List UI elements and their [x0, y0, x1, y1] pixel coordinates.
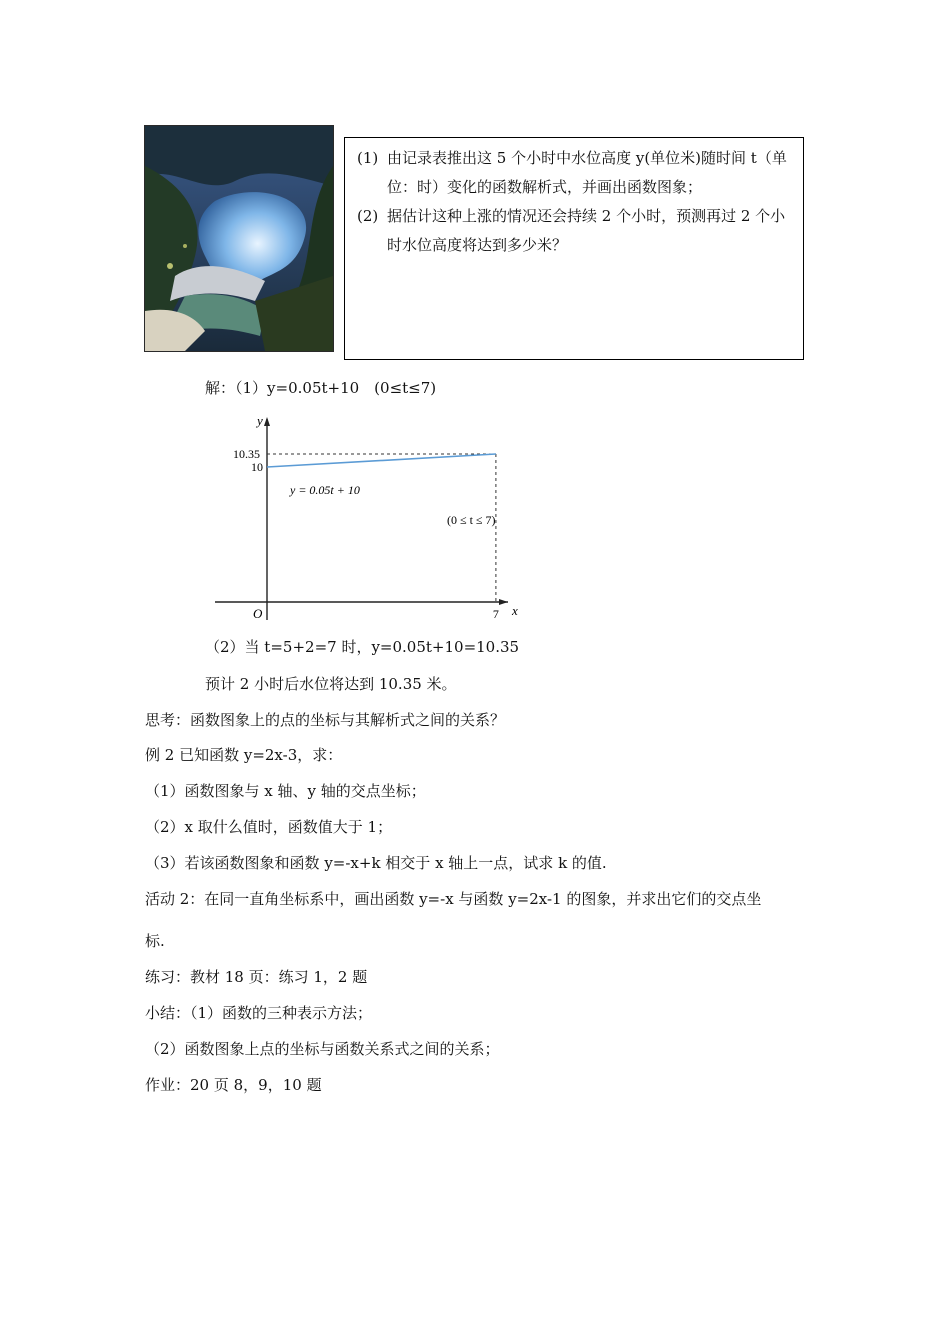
equation-label: y = 0.05t + 10 — [290, 483, 360, 497]
y-axis-arrow — [264, 417, 270, 426]
problem-item-2 — [357, 202, 793, 260]
activity-line-2: 标. — [145, 932, 165, 950]
problem-text: 由记录表推出这 5 个小时中水位高度 y(单位米)随时间 t（单位：时）变化的函数解析式，并画出函数图象； — [387, 149, 787, 196]
example-item-2: （2）x 取什么值时，函数值大于 1； — [145, 818, 393, 836]
solution-part1: 解：（1）y=0.05t+10 (0≤t≤7) — [205, 379, 437, 397]
x-axis-label: x — [512, 603, 518, 618]
example-item-1: （1）函数图象与 x 轴、y 轴的交点坐标； — [145, 782, 426, 800]
solution-part2: （2）当 t=5+2=7 时，y=0.05t+10=10.35 — [205, 638, 520, 656]
problem-number: (2) — [357, 207, 379, 225]
example-item-3: （3）若该函数图象和函数 y=-x+k 相交于 x 轴上一点，试求 k 的值. — [145, 854, 607, 872]
problem-box — [344, 137, 804, 360]
exercise-line: 练习：教材 18 页：练习 1，2 题 — [145, 968, 368, 986]
problem-item-1 — [357, 144, 793, 202]
solution-conclusion: 预计 2 小时后水位将达到 10.35 米。 — [205, 675, 457, 693]
homework-line: 作业：20 页 8，9，10 题 — [145, 1076, 322, 1094]
problem-number: (1) — [357, 149, 379, 167]
example-title: 例 2 已知函数 y=2x-3，求： — [145, 746, 343, 764]
x-tick-label: 7 — [492, 607, 499, 621]
problem-text: 据估计这种上涨的情况还会持续 2 个小时，预测再过 2 个小时水位高度将达到多少米？ — [387, 207, 786, 254]
origin-label: O — [253, 606, 263, 621]
domain-label: (0 ≤ t ≤ 7) — [447, 513, 496, 527]
series-line — [267, 454, 496, 467]
summary-title: 小结：（1）函数的三种表示方法； — [145, 1004, 373, 1022]
summary-item-2: （2）函数图象上点的坐标与函数关系式之间的关系； — [145, 1040, 500, 1058]
function-graph — [210, 405, 530, 630]
graph-marks — [267, 454, 496, 602]
y-tick-label: 10 — [251, 460, 263, 474]
think-question: 思考：函数图象上的点的坐标与其解析式之间的关系？ — [145, 711, 506, 729]
reservoir-photo — [144, 125, 334, 352]
activity-line-1: 活动 2：在同一直角坐标系中，画出函数 y=-x 与函数 y=2x-1 的图象，并求出它们的交点坐 — [145, 890, 762, 908]
y-tick-label: 10.35 — [233, 447, 260, 461]
y-axis-label: y — [257, 413, 263, 428]
x-axis-arrow — [499, 599, 508, 605]
